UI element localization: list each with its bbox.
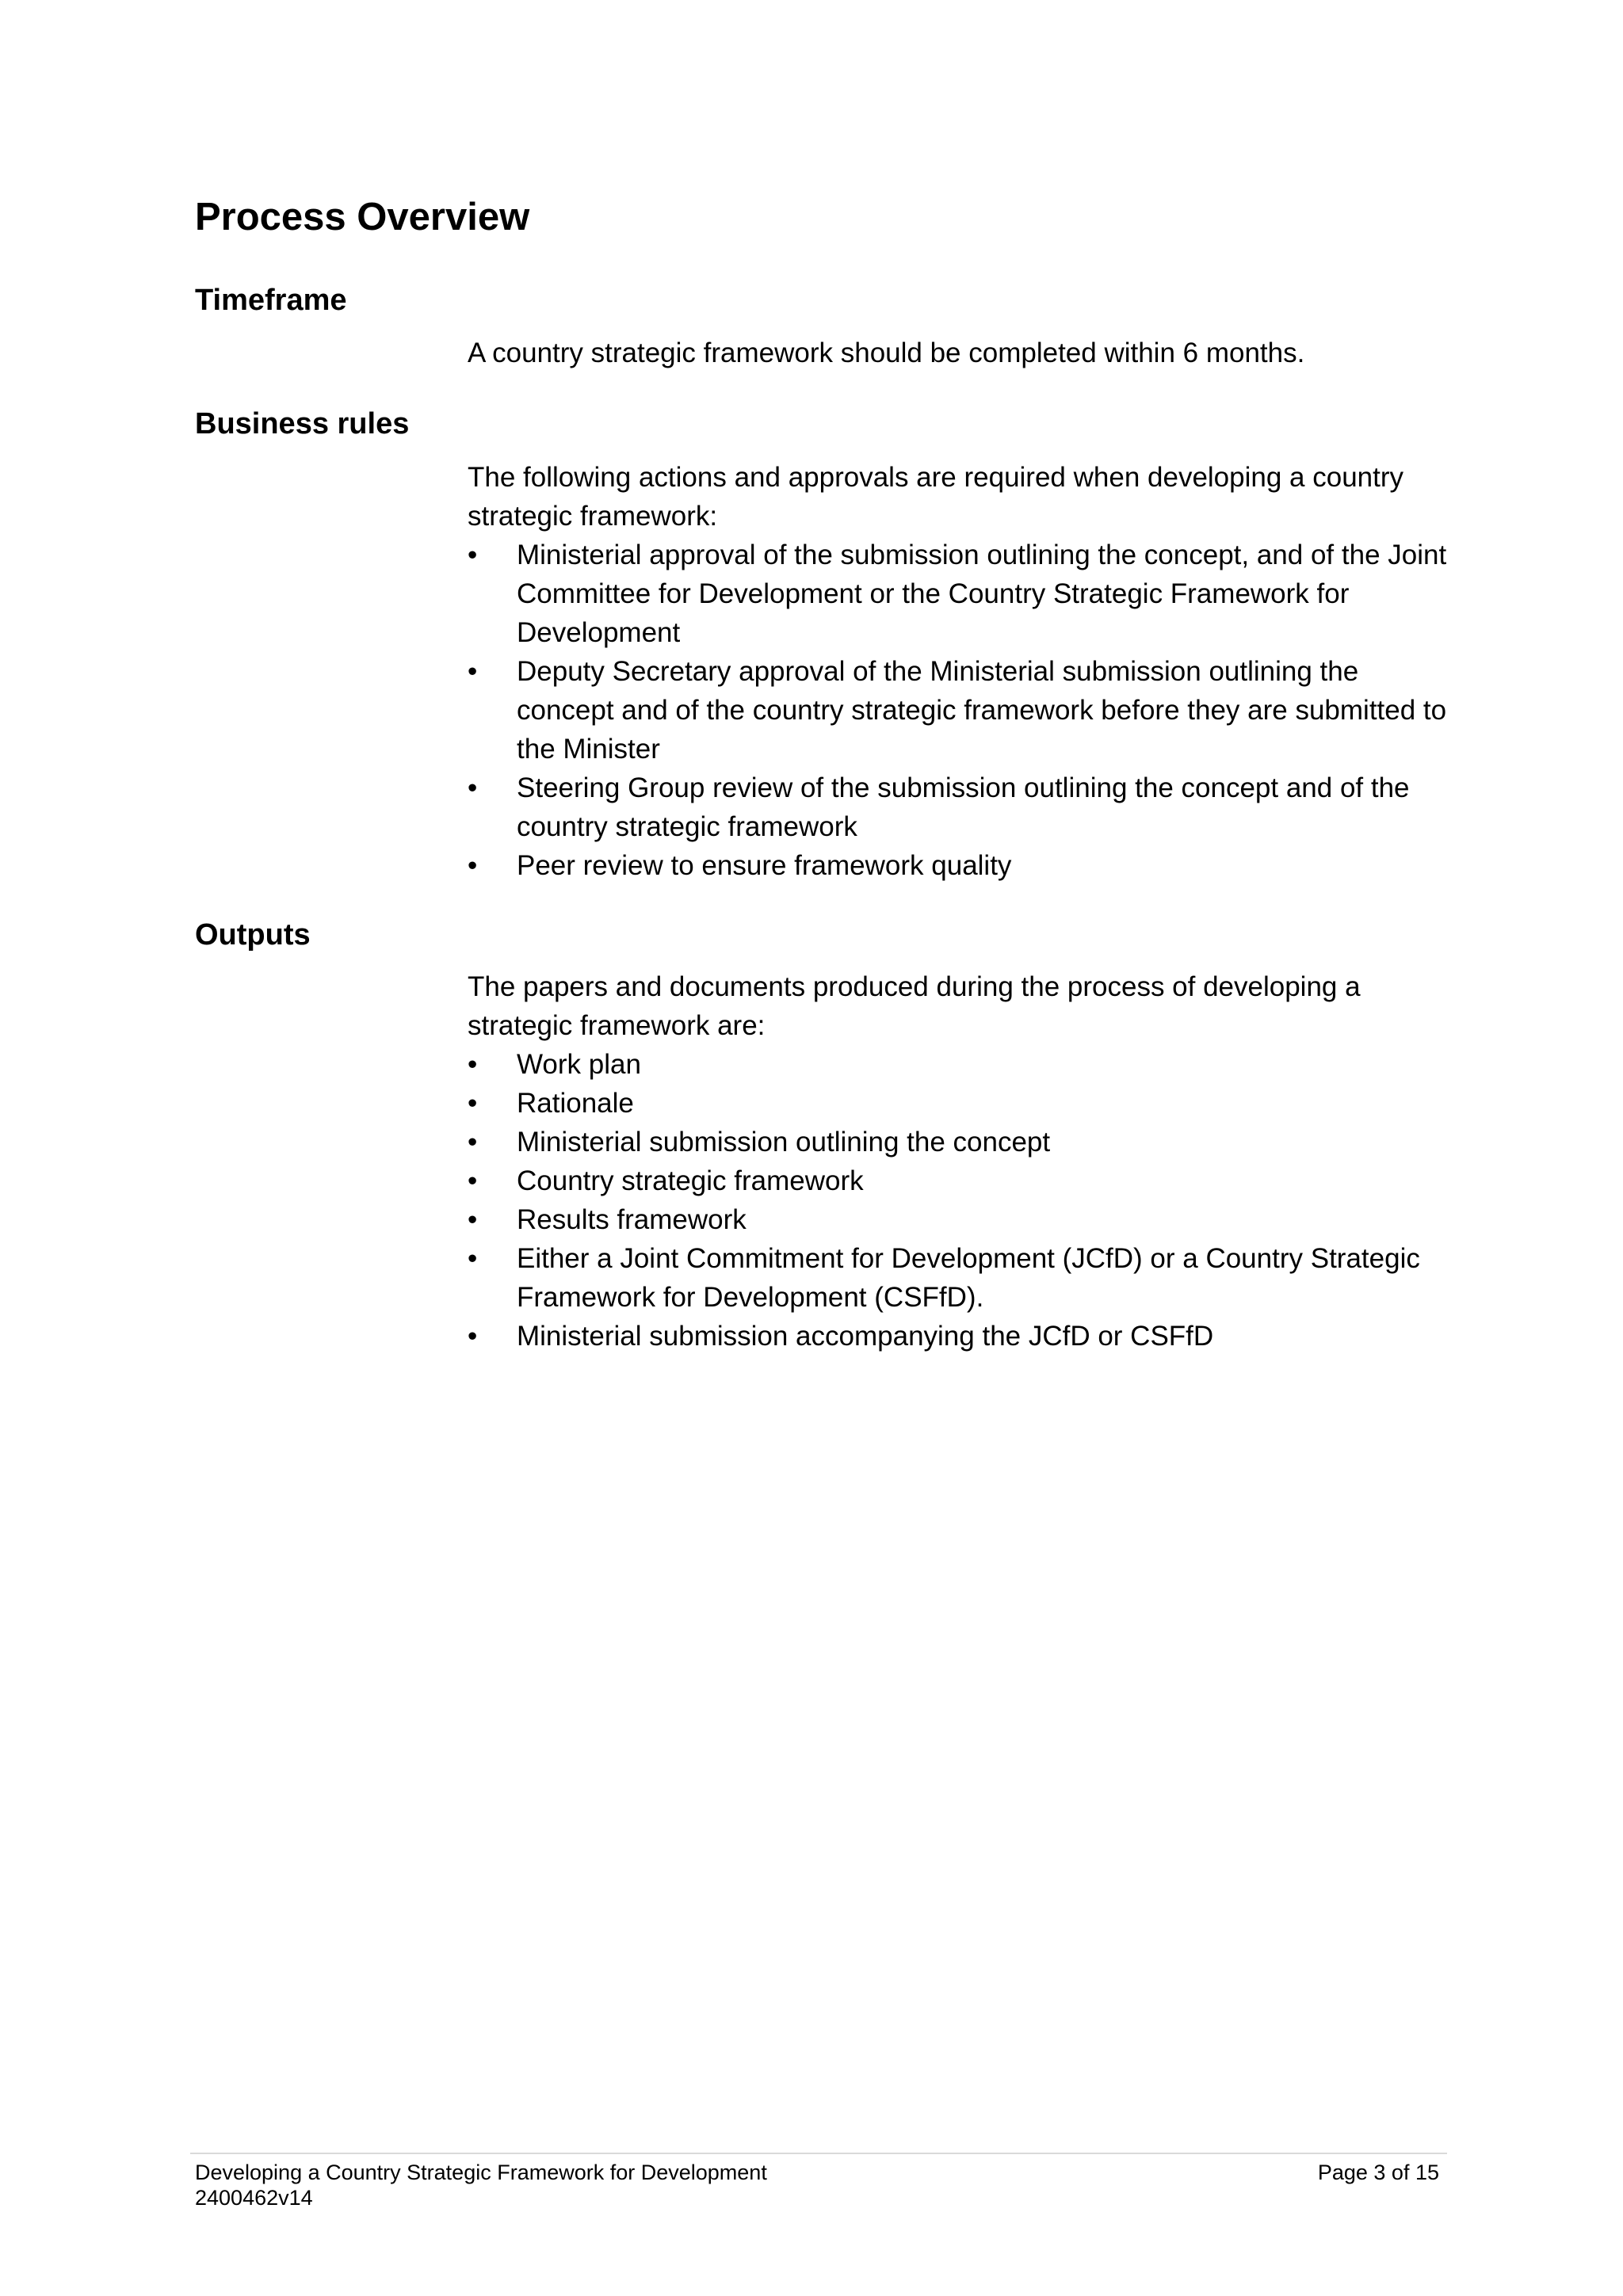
outputs-section [468,967,1458,1356]
page-title: Process Overview [195,196,530,238]
outputs-heading: Outputs [195,918,311,952]
bullet-icon: • [468,850,478,881]
list-item-text: Peer review to ensure framework quality [517,850,1012,881]
list-item [468,1200,1458,1239]
list-item [468,1239,1458,1317]
timeframe-section [468,334,1458,372]
list-item [468,769,1458,846]
bullet-icon: • [468,772,478,803]
list-item [468,1084,1458,1123]
footer-document-id: 2400462v14 [195,2186,313,2210]
list-item [468,1045,1458,1084]
footer-document-title: Developing a Country Strategic Framework for Development [195,2161,767,2184]
list-item-text: Work plan [517,1049,641,1080]
list-item [468,846,1458,885]
footer-page-number: Page 3 of 15 [1317,2161,1439,2184]
bullet-icon: • [468,1127,478,1158]
list-item-text: Country strategic framework [517,1165,864,1196]
bullet-icon: • [468,540,478,570]
list-item-text: Deputy Secretary approval of the Ministerial submission outlining the concept and of the country strategic framework before they are submitted to the Minister [517,656,1447,765]
business-rules-section [468,458,1458,885]
list-item-text: Either a Joint Commitment for Development (JCfD) or a Country Strategic Framework for Development (CSFfD). [517,1243,1420,1313]
list-item-text: Rationale [517,1088,634,1119]
bullet-icon: • [468,1049,478,1080]
outputs-intro: The papers and documents produced during the process of developing a strategic framework are: [468,971,1361,1041]
outputs-list [468,1045,1458,1356]
list-item [468,536,1458,652]
list-item [468,1317,1458,1356]
list-item [468,1123,1458,1161]
bullet-icon: • [468,1243,478,1274]
business-rules-list [468,536,1458,885]
bullet-icon: • [468,1204,478,1235]
list-item-text: Ministerial approval of the submission outlining the concept, and of the Joint Committee for Development or the Country Strategic Framework for Development [517,540,1447,648]
list-item [468,1161,1458,1200]
bullet-icon: • [468,656,478,687]
list-item-text: Results framework [517,1204,747,1235]
footer-divider [190,2153,1447,2154]
business-rules-intro: The following actions and approvals are required when developing a country strategic framework: [468,462,1404,532]
list-item [468,652,1458,769]
bullet-icon: • [468,1165,478,1196]
list-item-text: Steering Group review of the submission outlining the concept and of the country strategic framework [517,772,1410,842]
bullet-icon: • [468,1321,478,1352]
timeframe-text: A country strategic framework should be completed within 6 months. [468,338,1305,368]
business-rules-heading: Business rules [195,407,410,441]
list-item-text: Ministerial submission outlining the concept [517,1127,1051,1158]
list-item-text: Ministerial submission accompanying the JCfD or CSFfD [517,1321,1214,1352]
bullet-icon: • [468,1088,478,1119]
timeframe-heading: Timeframe [195,284,347,317]
